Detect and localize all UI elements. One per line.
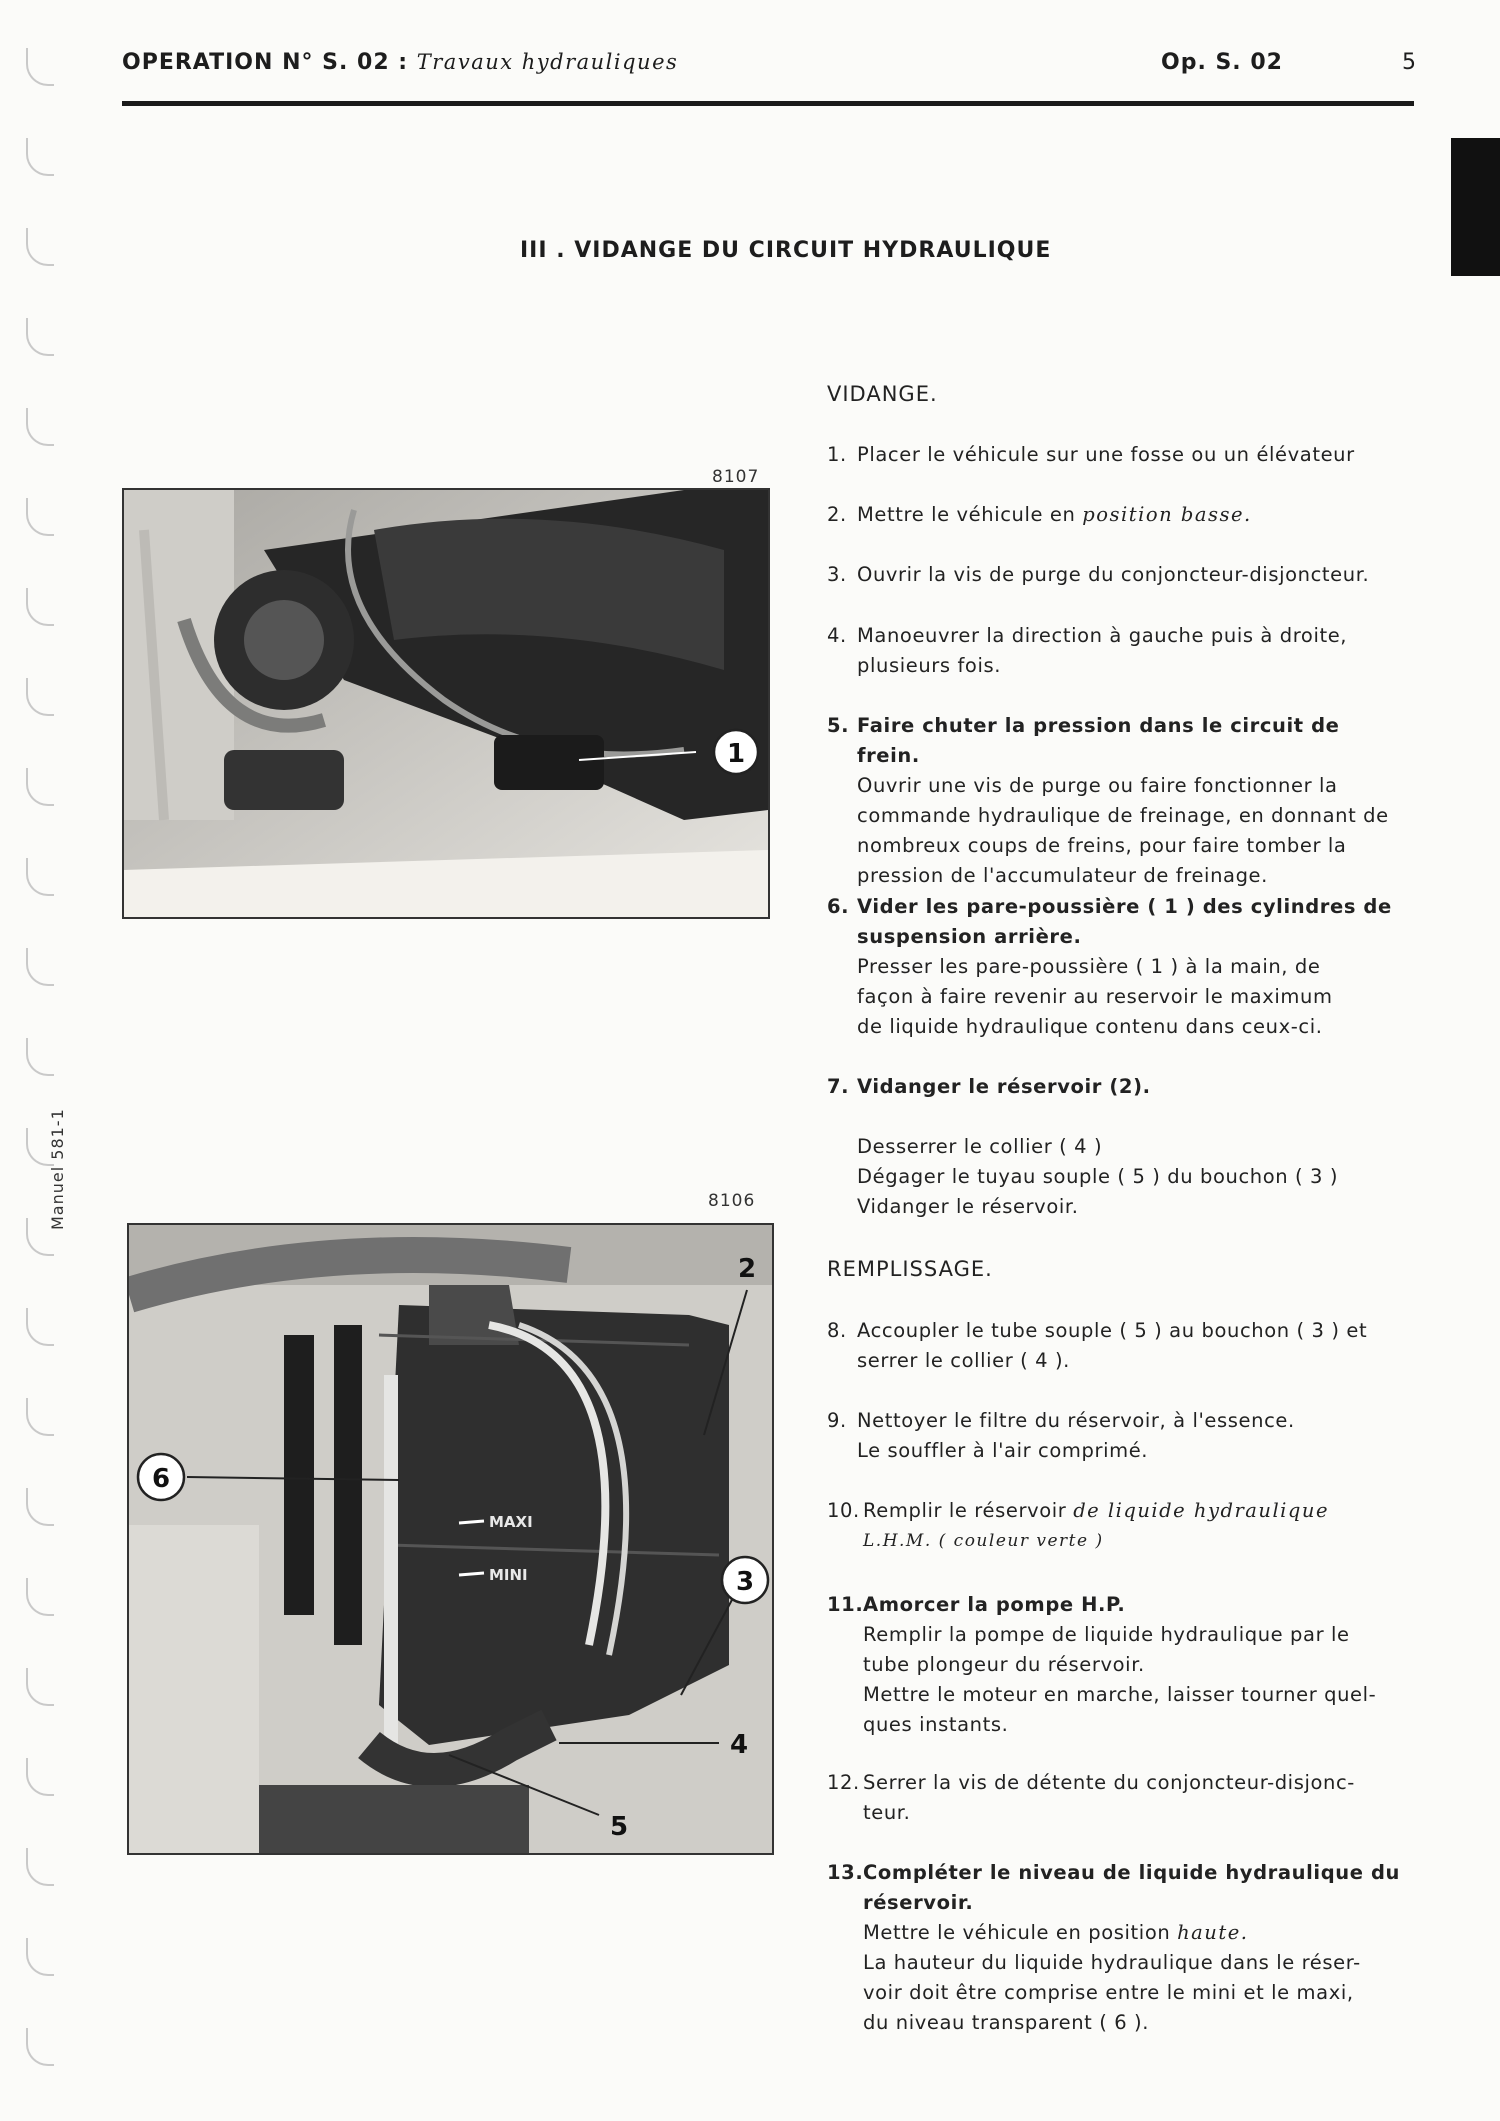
callout-3-label: 3 bbox=[735, 1567, 755, 1597]
op-reference: Op. S. 02 bbox=[1161, 50, 1283, 75]
remplissage-heading: REMPLISSAGE. bbox=[827, 1257, 993, 1281]
step-2-number: 2. bbox=[827, 503, 847, 526]
step-4-number: 4. bbox=[827, 624, 847, 647]
step-5-line: pression de l'accumulateur de freinage. bbox=[857, 864, 1268, 887]
step-13-line: du niveau transparent ( 6 ). bbox=[863, 2011, 1150, 2034]
level-label-maxi: MAXI bbox=[489, 1513, 533, 1531]
callout-2-label: 2 bbox=[737, 1254, 757, 1284]
step-1 bbox=[827, 440, 1407, 470]
step-10 bbox=[827, 1496, 1407, 1556]
vidange-heading: VIDANGE. bbox=[827, 382, 938, 406]
manual-reference: Manuel 581-1 bbox=[48, 1108, 67, 1230]
step-9-line: Nettoyer le filtre du réservoir, à l'essence. bbox=[857, 1409, 1295, 1432]
photo-suspension-cylinder bbox=[122, 488, 770, 919]
step-6-line: de liquide hydraulique contenu dans ceux-ci. bbox=[857, 1015, 1323, 1038]
step-12-line: teur. bbox=[863, 1801, 911, 1824]
step-11-line: Mettre le moteur en marche, laisser tourner quel- bbox=[863, 1683, 1377, 1706]
step-9 bbox=[827, 1406, 1407, 1466]
step-6-heading: suspension arrière. bbox=[857, 925, 1082, 948]
step-2-emphasis: position basse. bbox=[1082, 503, 1252, 526]
step-7-heading: Vidanger le réservoir (2). bbox=[857, 1075, 1151, 1098]
step-8 bbox=[827, 1316, 1407, 1376]
step-10-emphasis: L.H.M. ( couleur verte ) bbox=[863, 1531, 1104, 1551]
callout-6-label: 6 bbox=[151, 1464, 171, 1494]
step-11-line: Remplir la pompe de liquide hydraulique par le bbox=[863, 1623, 1350, 1646]
step-4-line: plusieurs fois. bbox=[857, 654, 1002, 677]
step-13 bbox=[827, 1858, 1407, 2038]
level-label-mini: MINI bbox=[489, 1566, 528, 1584]
step-13-heading: Compléter le niveau de liquide hydraulique du bbox=[863, 1861, 1400, 1884]
operation-subject: Travaux hydrauliques bbox=[416, 50, 679, 74]
step-12-number: 12. bbox=[827, 1771, 860, 1794]
step-6-heading: Vider les pare-poussière ( 1 ) des cylindres de bbox=[857, 895, 1392, 918]
step-7-number: 7. bbox=[827, 1075, 850, 1098]
step-6-line: façon à faire revenir au reservoir le maximum bbox=[857, 985, 1333, 1008]
step-13-line: La hauteur du liquide hydraulique dans le réser- bbox=[863, 1951, 1361, 1974]
step-3-number: 3. bbox=[827, 563, 847, 586]
step-5-line: commande hydraulique de freinage, en donnant de bbox=[857, 804, 1389, 827]
photo-hydraulic-reservoir bbox=[127, 1223, 774, 1855]
step-11-line: ques instants. bbox=[863, 1713, 1009, 1736]
step-11-line: tube plongeur du réservoir. bbox=[863, 1653, 1145, 1676]
operation-header bbox=[122, 50, 678, 75]
callout-4-label: 4 bbox=[729, 1730, 749, 1760]
step-8-line: serrer le collier ( 4 ). bbox=[857, 1349, 1070, 1372]
step-5-line: nombreux coups de freins, pour faire tomber la bbox=[857, 834, 1347, 857]
callout-1-label: 1 bbox=[726, 739, 746, 769]
step-7-line: Dégager le tuyau souple ( 5 ) du bouchon ( 3 ) bbox=[857, 1165, 1339, 1188]
section-tab-marker bbox=[1451, 138, 1500, 276]
step-2 bbox=[827, 500, 1407, 530]
section-title: III . VIDANGE DU CIRCUIT HYDRAULIQUE bbox=[520, 238, 1052, 263]
step-10-text: Remplir le réservoir bbox=[863, 1499, 1067, 1522]
step-6-line: Presser les pare-poussière ( 1 ) à la main, de bbox=[857, 955, 1321, 978]
step-2-text: Mettre le véhicule en bbox=[857, 503, 1076, 526]
operation-label: OPERATION N° S. 02 : bbox=[122, 50, 409, 75]
step-10-emphasis: de liquide hydraulique bbox=[1073, 1499, 1329, 1522]
step-6 bbox=[827, 892, 1407, 1042]
step-13-text: Mettre le véhicule en position bbox=[863, 1921, 1171, 1944]
step-9-number: 9. bbox=[827, 1409, 847, 1432]
step-13-number: 13. bbox=[827, 1861, 864, 1884]
step-8-line: Accoupler le tube souple ( 5 ) au bouchon ( 3 ) et bbox=[857, 1319, 1368, 1342]
step-11-number: 11. bbox=[827, 1593, 864, 1616]
step-13-heading: réservoir. bbox=[863, 1891, 974, 1914]
step-3 bbox=[827, 560, 1407, 590]
step-3-text: Ouvrir la vis de purge du conjoncteur-disjoncteur. bbox=[857, 563, 1370, 586]
step-7-line: Vidanger le réservoir. bbox=[857, 1195, 1079, 1218]
callout-5-label: 5 bbox=[609, 1812, 629, 1842]
figure-number-8107: 8107 bbox=[712, 467, 760, 487]
page-number: 5 bbox=[1402, 50, 1417, 75]
step-8-number: 8. bbox=[827, 1319, 847, 1342]
step-1-number: 1. bbox=[827, 443, 847, 466]
step-13-line: voir doit être comprise entre le mini et le maxi, bbox=[863, 1981, 1354, 2004]
step-9-line: Le souffler à l'air comprimé. bbox=[857, 1439, 1149, 1462]
figure-number-8106: 8106 bbox=[708, 1191, 756, 1211]
step-5-line: Ouvrir une vis de purge ou faire fonctionner la bbox=[857, 774, 1338, 797]
step-11 bbox=[827, 1590, 1407, 1740]
step-11-heading: Amorcer la pompe H.P. bbox=[863, 1593, 1126, 1616]
step-7 bbox=[827, 1072, 1407, 1222]
step-4-line: Manoeuvrer la direction à gauche puis à droite, bbox=[857, 624, 1348, 647]
step-13-emphasis: haute. bbox=[1177, 1921, 1249, 1944]
step-5 bbox=[827, 711, 1407, 891]
step-12-line: Serrer la vis de détente du conjoncteur-disjonc- bbox=[863, 1771, 1355, 1794]
step-5-number: 5. bbox=[827, 714, 850, 737]
step-12 bbox=[827, 1768, 1407, 1828]
step-5-heading: Faire chuter la pression dans le circuit de frein. bbox=[857, 714, 1340, 767]
step-1-text: Placer le véhicule sur une fosse ou un élévateur bbox=[857, 443, 1355, 466]
step-10-number: 10. bbox=[827, 1499, 860, 1522]
step-4 bbox=[827, 621, 1407, 681]
header-rule bbox=[122, 101, 1414, 106]
step-6-number: 6. bbox=[827, 895, 850, 918]
step-7-line: Desserrer le collier ( 4 ) bbox=[857, 1135, 1103, 1158]
